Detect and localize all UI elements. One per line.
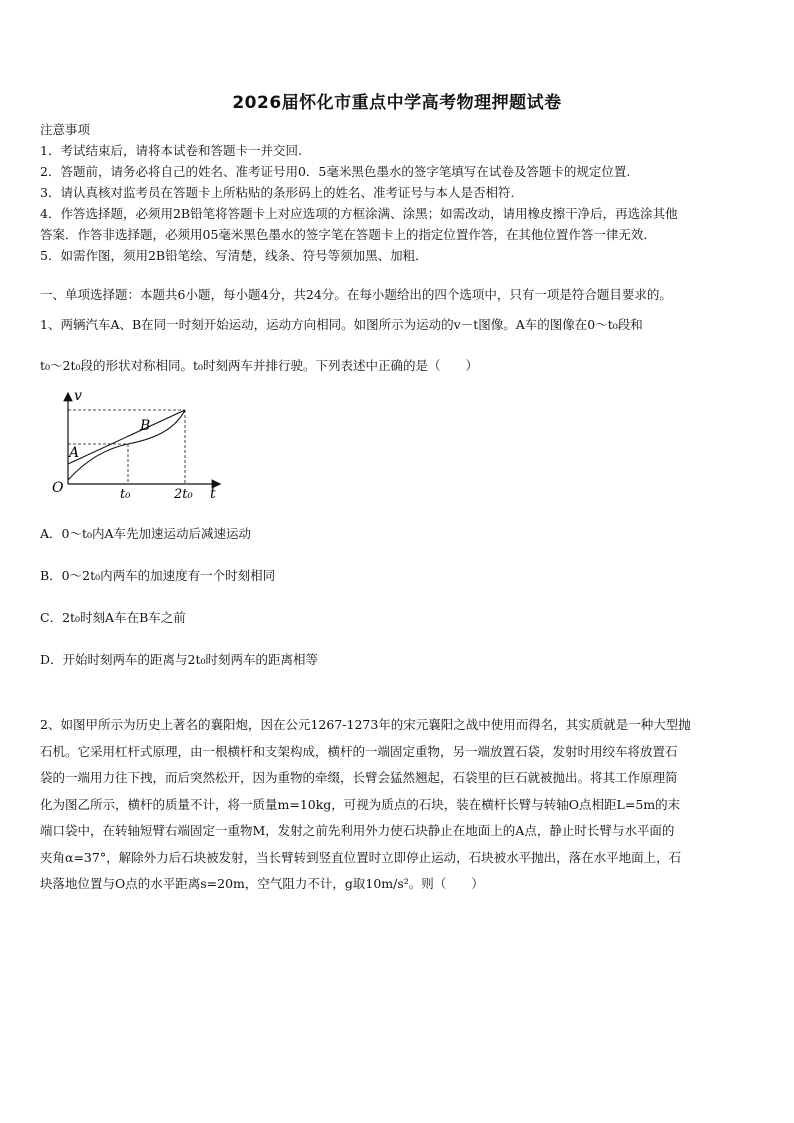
notice-item: 2．答题前，请务必将自己的姓名、准考证号用0．5毫米黑色墨水的签字笔填写在试卷及答题卡的规定位置. xyxy=(40,164,631,179)
origin-label: O xyxy=(52,480,64,496)
section-heading: 一、单项选择题：本题共6小题，每小题4分，共24分。在每小题给出的四个选项中，只有一项是符合题目要求的。 xyxy=(40,287,672,302)
notice-item: 1．考试结束后，请将本试卷和答题卡一并交回. xyxy=(40,143,302,158)
question-1-stem-line2: t₀～2t₀段的形状对称相同。t₀时刻两车并排行驶。下列表述中正确的是（ ） xyxy=(40,358,479,373)
option-a: A．0～t₀内A车先加速运动后减速运动 xyxy=(40,526,252,541)
option-b: B．0～2t₀内两车的加速度有一个时刻相同 xyxy=(40,568,276,583)
vt-graph-figure xyxy=(48,388,228,503)
question-2-line: 夹角α=37°，解除外力后石块被发射，当长臂转到竖直位置时立即停止运动，石块被水平抛出，落在水平地面上，石 xyxy=(40,849,682,865)
v-axis-label: v xyxy=(74,388,82,404)
question-2-line: 化为图乙所示，横杆的质量不计，将一质量m=10kg，可视为质点的石块，装在横杆长臂与转轴O点相距L=5m的末 xyxy=(40,796,681,812)
question-2-line: 端口袋中，在转轴短臂右端固定一重物M，发射之前先利用外力使石块静止在地面上的A点，静止时长臂与水平面的 xyxy=(40,823,675,838)
page-title: 2026届怀化市重点中学高考物理押题试卷 xyxy=(232,93,562,113)
t-axis-label: t xyxy=(210,486,216,502)
notice-list xyxy=(40,140,760,266)
curve-a xyxy=(68,410,185,480)
notice-item: 5．如需作图，须用2B铅笔绘、写清楚，线条、符号等须加黑、加粗． xyxy=(40,248,428,263)
option-d: D．开始时刻两车的距离与2t₀时刻两车的距离相等 xyxy=(40,652,319,667)
line-b xyxy=(68,410,185,464)
question-2-stem xyxy=(40,712,760,898)
line-b-label: B xyxy=(140,418,151,434)
tick-t0-label: t₀ xyxy=(120,487,131,502)
notice-item: 3．请认真核对监考员在答题卡上所粘贴的条形码上的姓名、准考证号与本人是否相符. xyxy=(40,185,515,200)
notice-heading: 注意事项 xyxy=(40,122,91,137)
question-2-line: 石机。它采用杠杆式原理，由一根横杆和支架构成，横杆的一端固定重物，另一端放置石袋，发射时用绞车将放置石 xyxy=(40,743,678,759)
notice-item: 4．作答选择题，必须用2B铅笔将答题卡上对应选项的方框涂满、涂黑；如需改动，请用橡皮擦干净后，再选涂其他 xyxy=(40,206,678,221)
curve-a-label: A xyxy=(69,445,80,461)
notice-item: 答案．作答非选择题，必须用05毫米黑色墨水的签字笔在答题卡上的指定位置作答，在其他位置作答一律无效． xyxy=(40,227,656,242)
question-2-line: 块落地位置与O点的水平距离s=20m，空气阻力不计，g取10m/s²。则（ ） xyxy=(40,876,484,891)
question-2-line: 2、如图甲所示为历史上著名的襄阳炮，因在公元1267-1273年的宋元襄阳之战中使用而得名，其实质就是一种大型抛 xyxy=(40,717,691,732)
question-1-stem-line1: 1、两辆汽车A、B在同一时刻开始运动，运动方向相同。如图所示为运动的v－t图像。A车的图像在0～t₀段和 xyxy=(40,317,643,332)
question-2-line: 袋的一端用力往下拽，而后突然松开，因为重物的牵缀，长臂会猛然翘起，石袋里的巨石就被抛出。将其工作原理简 xyxy=(40,770,678,785)
tick-2t0-label: 2t₀ xyxy=(174,487,193,502)
option-c: C．2t₀时刻A车在B车之前 xyxy=(40,610,186,625)
